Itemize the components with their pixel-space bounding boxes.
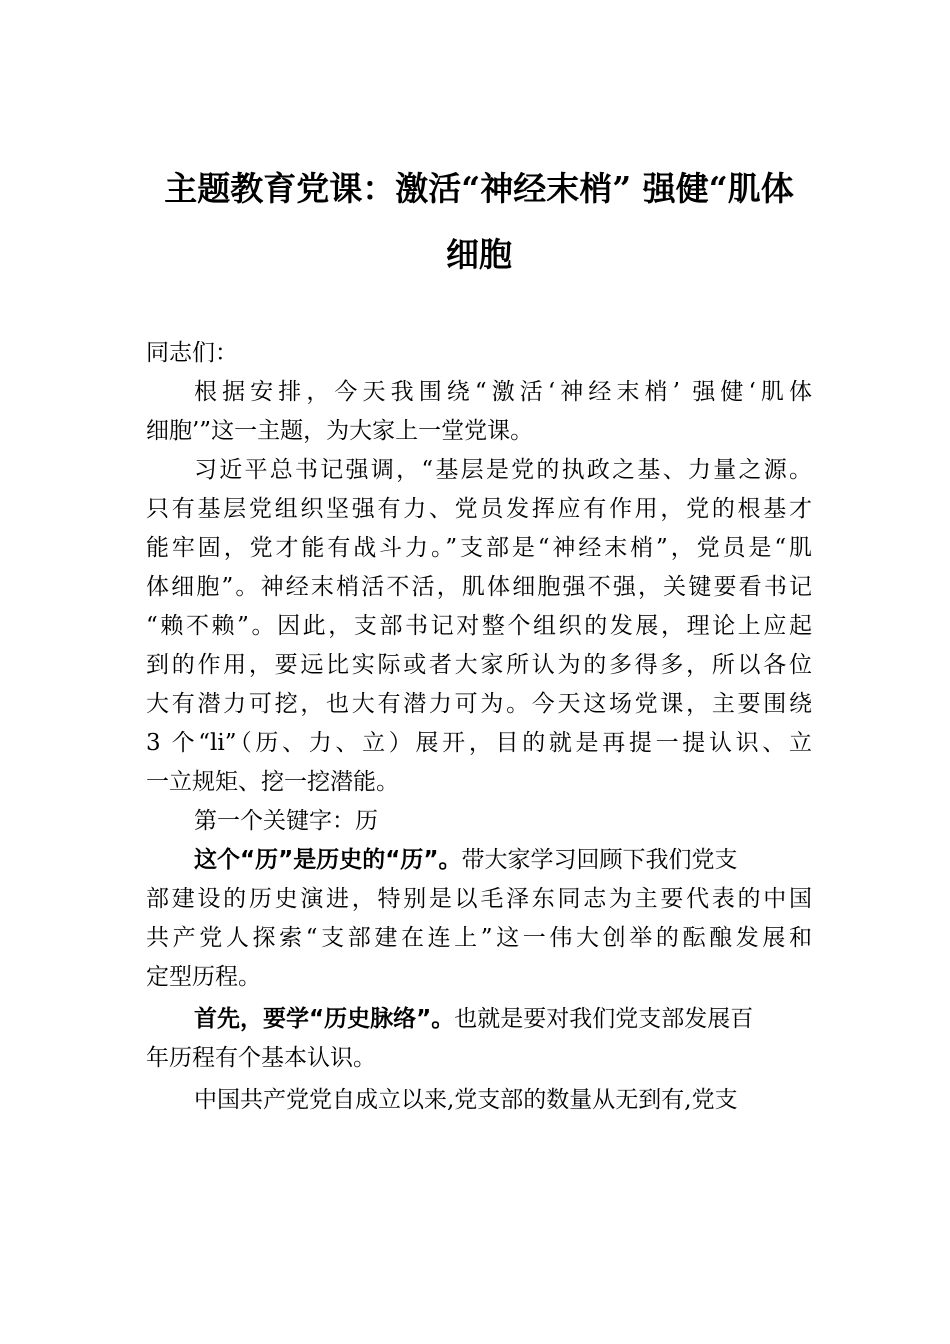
paragraph-3-line-1: [146, 841, 812, 880]
paragraph-3: [146, 841, 812, 997]
paragraph-3-bold-lead: 这个“历”是历史的“历”。: [194, 847, 462, 873]
paragraph-4-line-2: 年历程有个基本认识。: [146, 1045, 376, 1071]
paragraph-2-line-9: 一立规矩、挖一挖潜能。: [146, 769, 399, 795]
paragraph-2-line-6: 到的作用，要远比实际或者大家所认为的多得多，所以各位: [146, 652, 812, 678]
paragraph-2-line-5: “赖不赖”。因此，支部书记对整个组织的发展，理论上应起: [146, 613, 812, 639]
paragraph-3-line-2: 部建设的历史演进，特别是以毛泽东同志为主要代表的中国: [146, 886, 812, 912]
paragraph-5-line-1: 中国共产党党自成立以来,党支部的数量从无到有,党支: [194, 1087, 738, 1113]
title-line-1: 主题教育党课：激活“神经末梢” 强健“肌体: [164, 169, 794, 208]
section-1-heading-line: 第一个关键字：历: [194, 808, 378, 834]
paragraph-2-line-2: 只有基层党组织坚强有力、党员发挥应有作用，党的根基才: [146, 496, 812, 522]
paragraph-1: [146, 373, 812, 451]
paragraph-5: [146, 1081, 812, 1120]
paragraph-4-bold-lead: 首先，要学“历史脉络”。: [194, 1006, 455, 1032]
paragraph-2-line-1: 习近平总书记强调，“基层是党的执政之基、力量之源。: [194, 457, 812, 483]
paragraph-3-line-4: 定型历程。: [146, 964, 261, 990]
paragraph-3-line-1-text: 带大家学习回顾下我们党支: [461, 847, 738, 873]
document-body: [146, 334, 812, 1120]
paragraph-2-line-3: 能牢固，党才能有战斗力。”支部是“神经末梢”，党员是“肌: [146, 535, 812, 561]
document-title: [146, 156, 812, 288]
paragraph-2: [146, 451, 812, 802]
paragraph-1-line-2: 细胞’”这一主题，为大家上一堂党课。: [146, 418, 534, 444]
paragraph-3-line-3: 共产党人探索“支部建在连上”这一伟大创举的酝酿发展和: [146, 925, 812, 951]
greeting: [146, 334, 812, 373]
paragraph-4: [146, 1000, 812, 1078]
paragraph-2-line-7: 大有潜力可挖，也大有潜力可为。今天这场党课，主要围绕: [146, 691, 812, 717]
paragraph-4-line-1: [146, 1000, 812, 1039]
title-line-2: 细胞: [446, 235, 512, 274]
paragraph-2-line-4: 体细胞”。神经末梢活不活，肌体细胞强不强，关键要看书记: [146, 574, 812, 600]
paragraph-2-line-8: 3 个“li”（历、力、立）展开，目的就是再提一提认识、立: [146, 730, 812, 756]
section-1-heading: [146, 802, 812, 841]
paragraph-4-line-1-text: 也就是要对我们党支部发展百: [454, 1006, 754, 1032]
greeting-line: 同志们：: [146, 340, 238, 366]
paragraph-1-line-1: 根据安排，今天我围绕“激活‘神经末梢’ 强健‘肌体: [194, 379, 812, 405]
